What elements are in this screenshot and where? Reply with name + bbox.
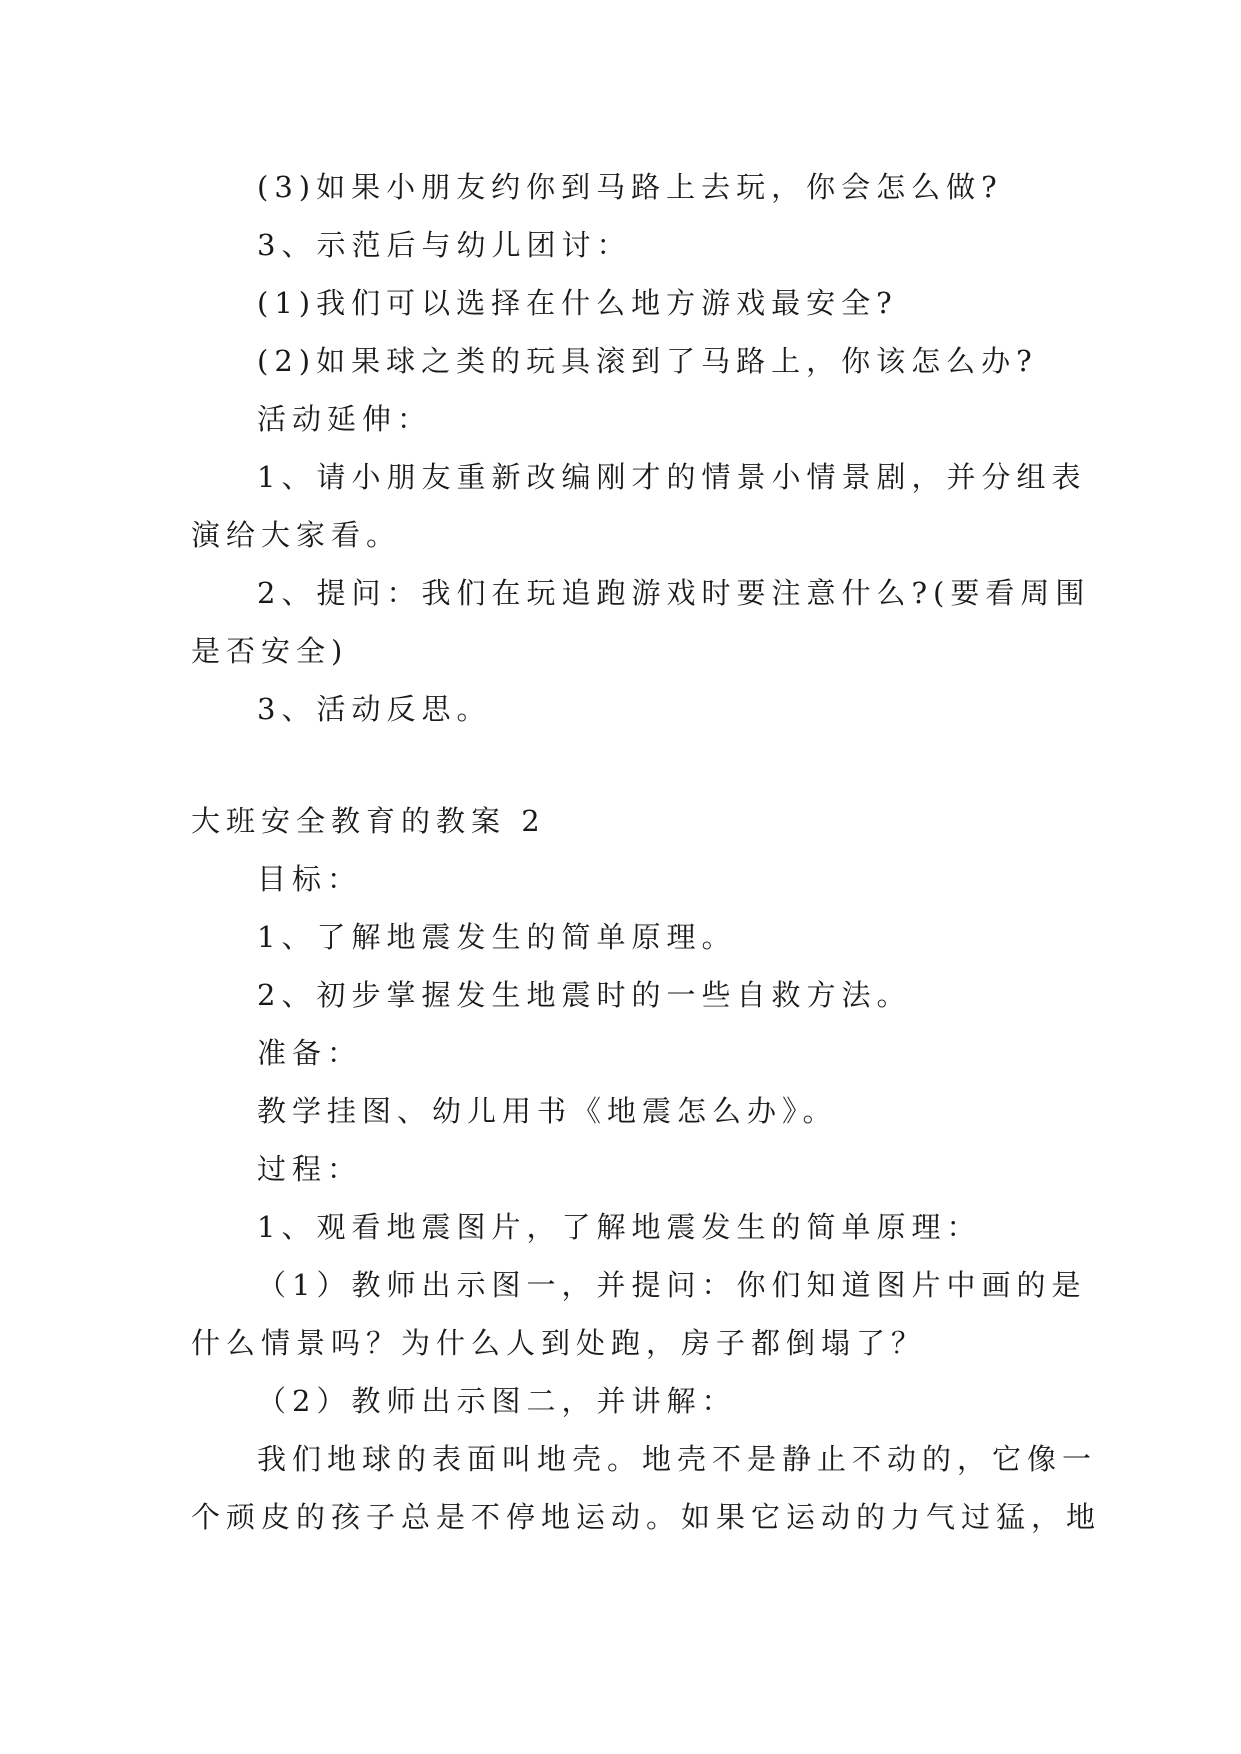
paragraph-line: 2、初步掌握发生地震时的一些自救方法。	[257, 978, 912, 1012]
section-heading: 目标：	[257, 862, 363, 896]
section-heading: 准备：	[257, 1036, 363, 1070]
document-title: 大班安全教育的教案 2	[191, 804, 546, 838]
paragraph-line: （1）教师出示图一，并提问：你们知道图片中画的是	[257, 1268, 1087, 1302]
paragraph-line: (3)如果小朋友约你到马路上去玩，你会怎么做?	[257, 170, 1003, 204]
paragraph-line: 3、示范后与幼儿团讨：	[257, 228, 632, 262]
document-body	[191, 158, 1102, 1546]
paragraph-line-continued: 是否安全)	[191, 634, 349, 668]
section-heading: 活动延伸：	[257, 402, 433, 436]
section-heading: 过程：	[257, 1152, 363, 1186]
paragraph-line: 教学挂图、幼儿用书《地震怎么办》。	[257, 1094, 838, 1128]
paragraph-line: 3、活动反思。	[257, 692, 492, 726]
section-gap	[191, 738, 1053, 792]
paragraph-line: （2）教师出示图二，并讲解：	[257, 1384, 737, 1418]
paragraph-line: 我们地球的表面叫地壳。地壳不是静止不动的，它像一	[257, 1442, 1098, 1476]
paragraph-line: (1)我们可以选择在什么地方游戏最安全?	[257, 286, 898, 320]
paragraph-line-continued: 个顽皮的孩子总是不停地运动。如果它运动的力气过猛，地	[191, 1500, 1102, 1534]
paragraph-line: 2、提问：我们在玩追跑游戏时要注意什么?(要看周围	[257, 576, 1091, 610]
paragraph-line: 1、观看地震图片，了解地震发生的简单原理：	[257, 1210, 982, 1244]
paragraph-line-continued: 什么情景吗？为什么人到处跑，房子都倒塌了？	[191, 1326, 927, 1360]
paragraph-line: 1、请小朋友重新改编刚才的情景小情景剧，并分组表	[257, 460, 1087, 494]
paragraph-line: (2)如果球之类的玩具滚到了马路上，你该怎么办?	[257, 344, 1038, 378]
paragraph-line: 1、了解地震发生的简单原理。	[257, 920, 737, 954]
paragraph-line-continued: 演给大家看。	[191, 518, 402, 552]
